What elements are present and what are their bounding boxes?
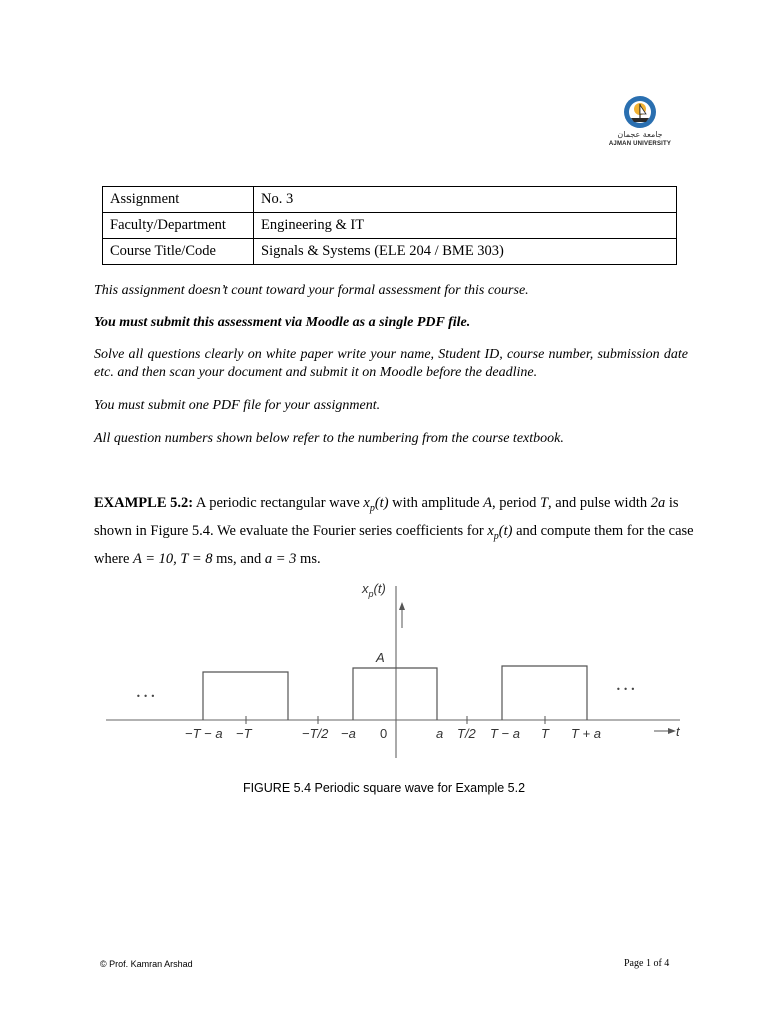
ellipsis-left: • • • [136, 692, 156, 701]
table-cell-value: No. 3 [254, 187, 677, 213]
table-cell-label: Course Title/Code [103, 239, 254, 265]
t-arrow-head [668, 728, 676, 734]
tick-label: T [541, 726, 549, 741]
pulse-center [353, 668, 437, 720]
table-cell-label: Faculty/Department [103, 213, 254, 239]
y-arrow-head [399, 602, 405, 610]
t-axis-label: t [676, 724, 680, 739]
figure-caption: FIGURE 5.4 Periodic square wave for Example 5.2 [242, 781, 526, 795]
tick-label: T − a [490, 726, 520, 741]
amplitude-label: A [376, 650, 385, 665]
table-cell-value: Engineering & IT [254, 213, 677, 239]
example-heading: EXAMPLE 5.2: [94, 495, 194, 511]
tick-label: −T [236, 726, 252, 741]
example-5-2-paragraph: EXAMPLE 5.2: A periodic rectangular wave $x_p(t)$ with amplitude A, period T, and pulse width 2a is shown in Figure 5.4. We evaluate the Fourier series coefficients for $x_p(t)$ and compute them for the case where A = 10, T = 8 ms, and a = 3 ms. [94, 495, 694, 567]
instruction-one-pdf: You must submit one PDF file for your assignment. [94, 398, 381, 413]
logo-english-text: AJMAN UNIVERSITY [608, 141, 672, 147]
tick-label: T + a [571, 726, 601, 741]
math-xp: $x_p(t)$ [363, 495, 389, 514]
ajman-university-logo [600, 92, 680, 162]
footer-page-number: Page 1 of 4 [624, 958, 670, 969]
instruction-submit-moodle: You must submit this assessment via Moodle as a single PDF file. [94, 315, 471, 330]
math-xp: $x_p(t)$ [487, 522, 513, 542]
table-row [103, 187, 677, 213]
y-axis-label: $x_p(t)$ [362, 581, 386, 599]
university-emblem-icon [622, 94, 658, 130]
instruction-solve-questions: Solve all questions clearly on white paper write your name, Student ID, course number, submission date etc. and then scan your document and submit it on Moodle before the deadline. [94, 347, 688, 380]
instruction-numbering: All question numbers shown below refer to the numbering from the course textbook. [94, 431, 564, 446]
periodic-square-wave-figure [96, 566, 690, 766]
pulse-left [203, 672, 288, 720]
pulse-right [502, 666, 587, 720]
tick-label: 0 [380, 726, 388, 741]
ellipsis-right: • • • [616, 685, 636, 694]
tick-label: −a [341, 726, 356, 741]
footer-author: © Prof. Kamran Arshad [100, 959, 193, 969]
tick-label: −T − a [185, 726, 223, 741]
table-row [103, 213, 677, 239]
tick-label: −T/2 [302, 726, 329, 741]
table-cell-value: Signals & Systems (ELE 204 / BME 303) [254, 239, 677, 265]
logo-arabic-text: جامعة عجمان [617, 130, 663, 139]
table-row [103, 239, 677, 265]
tick-label: T/2 [457, 726, 476, 741]
instruction-not-assessed: This assignment doesn’t count toward your formal assessment for this course. [94, 283, 529, 298]
assignment-info-table [102, 186, 677, 265]
table-cell-label: Assignment [103, 187, 254, 213]
tick-label: a [436, 726, 444, 741]
